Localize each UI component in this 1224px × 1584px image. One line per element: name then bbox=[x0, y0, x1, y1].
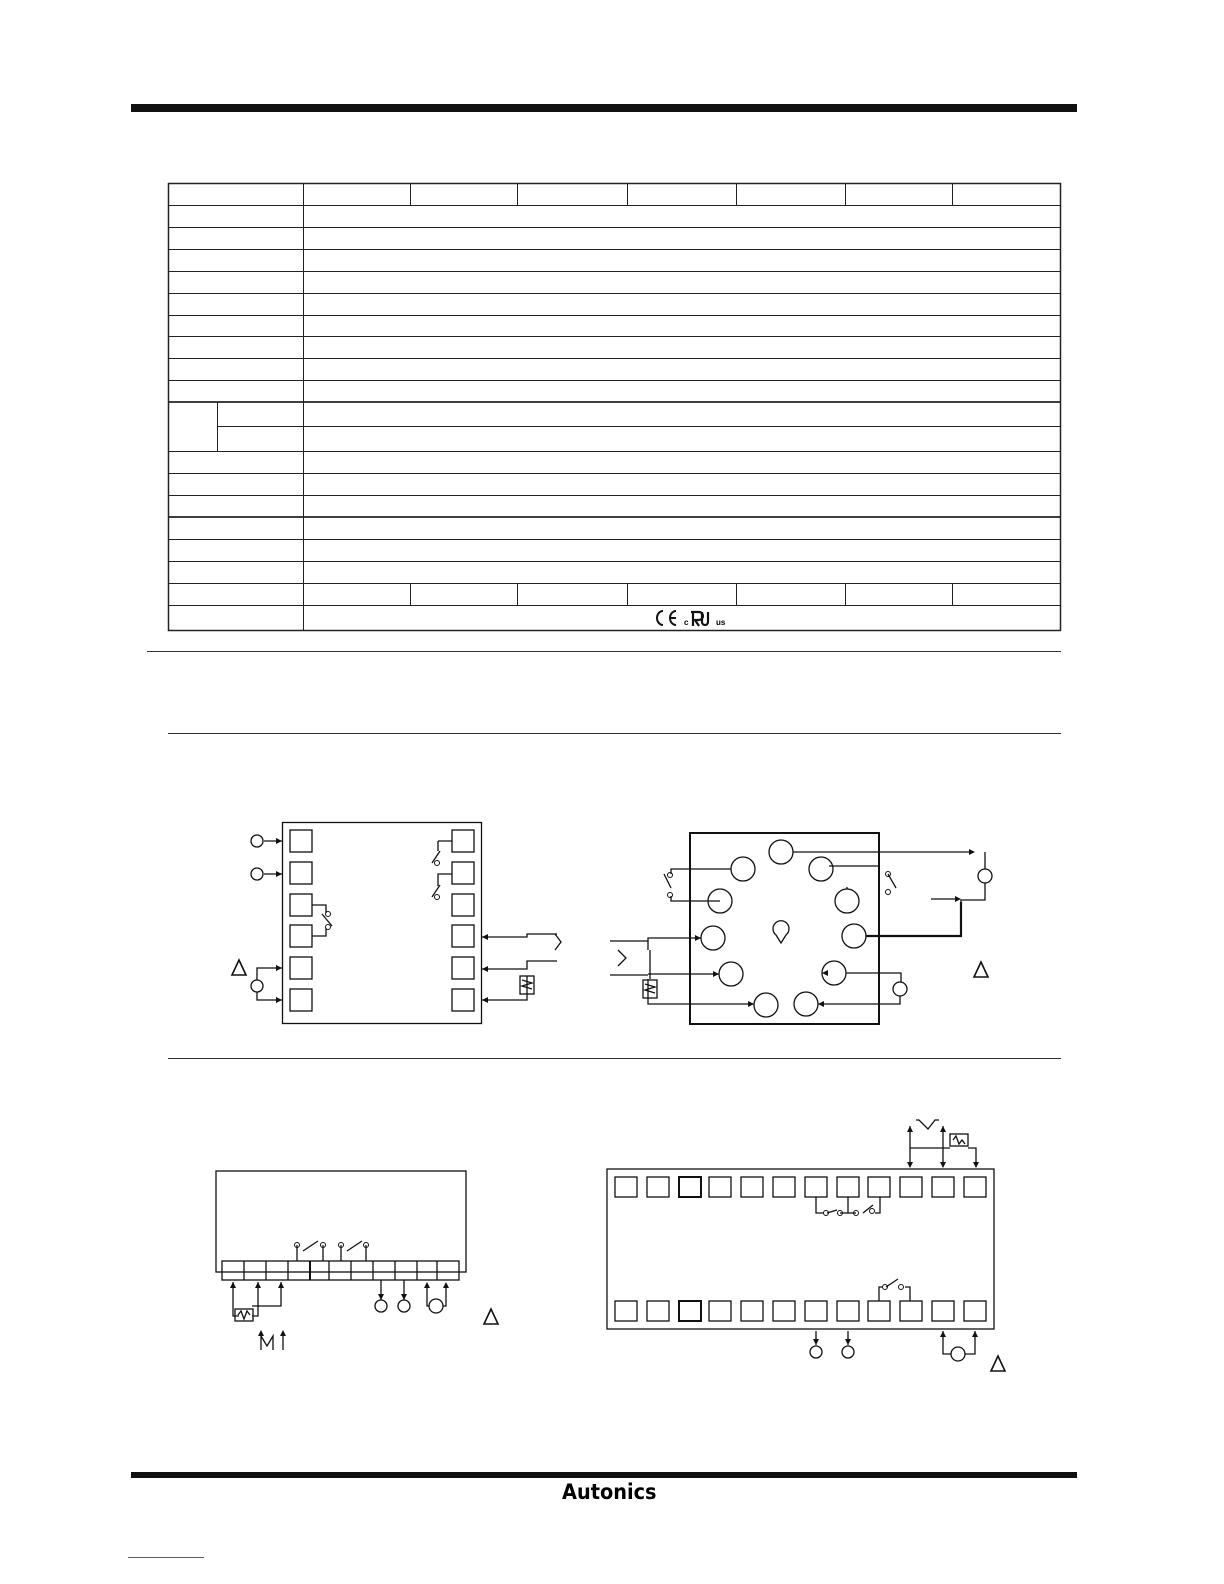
footer-rule bbox=[131, 1472, 1077, 1478]
svg-text:c: c bbox=[684, 618, 689, 627]
brand-logo: Autonics bbox=[562, 1480, 657, 1504]
warning-triangle-icon bbox=[991, 1356, 1005, 1371]
svg-text:us: us bbox=[716, 618, 726, 627]
footer-link-underline[interactable] bbox=[128, 1557, 204, 1558]
